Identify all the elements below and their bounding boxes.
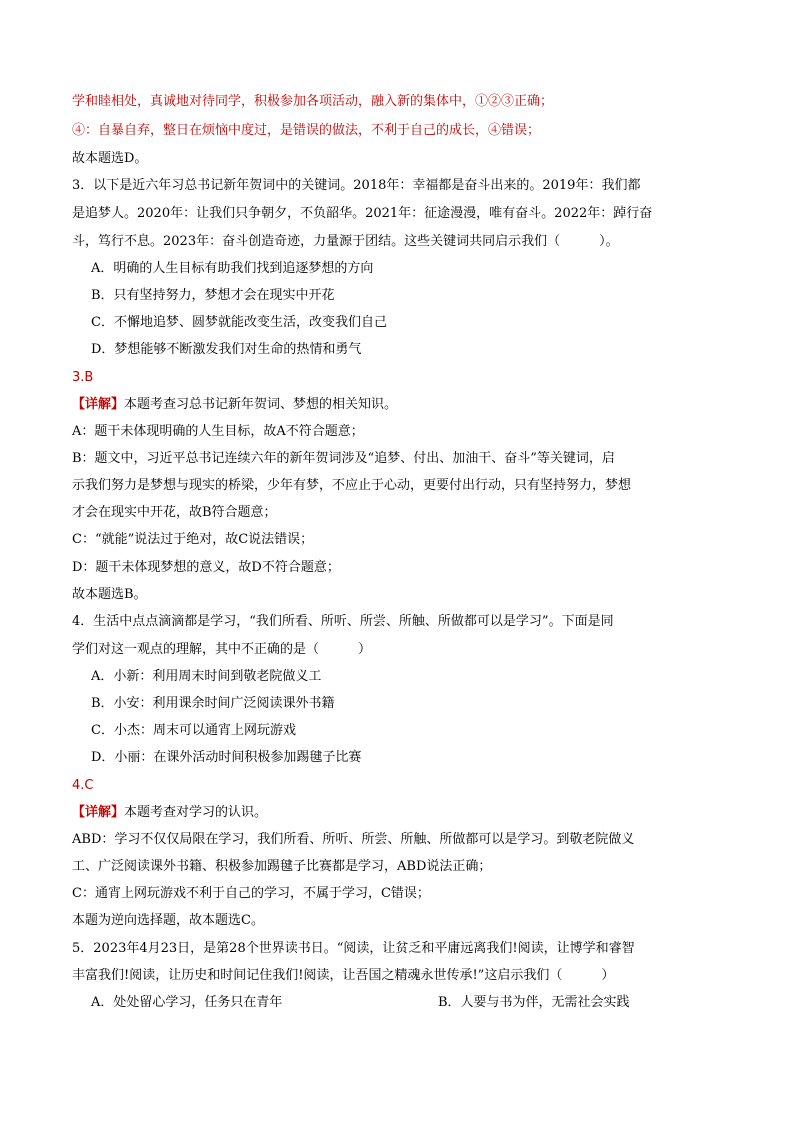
question-4-option-b: B．小安：利用课余时间广泛阅读课外书籍: [91, 696, 335, 711]
question-3-stem: 3．以下是近六年习总书记新年贺词中的关键词。2018年：幸福都是奋斗出来的。2019年：我们都: [72, 178, 641, 193]
question-3-stem: 斗，笃行不息。2023年：奋斗创造奇迹，力量源于团结。这些关键词共同启示我们（ ）。: [72, 234, 619, 249]
explanation-line: C：通宵上网玩游戏不利于自己的学习，不属于学习，C错误；: [72, 886, 430, 901]
question-3-stem: 是追梦人。2020年：让我们只争朝夕，不负韶华。2021年：征途漫漫，唯有奋斗。2022年：踔行奋: [72, 206, 653, 221]
explanation-text: 本题考查对学习的认识。: [124, 805, 268, 820]
detail-tag: 【详解】: [72, 805, 125, 820]
question-3-option-c: C．不懈地追梦、圆梦就能改变生活，改变我们自己: [91, 315, 387, 330]
answer-3: 3.B: [72, 370, 94, 385]
explanation-line: B：题文中，习近平总书记连续六年的新年贺词涉及“追梦、付出、加油干、奋斗”等关键词，启: [72, 451, 615, 466]
question-5-stem: 5．2023年4月23日，是第28个世界读书日。“阅读，让贫乏和平庸远离我们!阅读，让博学和睿智: [72, 941, 635, 956]
question-3-option-b: B．只有坚持努力，梦想才会在现实中开花: [91, 288, 335, 303]
text-line: ④：自暴自弃，整日在烦恼中度过，是错误的做法，不利于自己的成长，④错误；: [72, 123, 541, 138]
detail-tag: 【详解】: [72, 397, 125, 412]
question-5-option-b: B．人要与书为伴，无需社会实践: [438, 995, 630, 1010]
explanation-line: 本题为逆向选择题，故本题选C。: [72, 913, 264, 928]
question-5-options-row: [91, 994, 741, 1012]
explanation-line: C：“就能”说法过于绝对，故C说法错误；: [72, 532, 314, 547]
question-4-option-c: C．小杰：周末可以通宵上网玩游戏: [91, 723, 296, 738]
explanation-line: 示我们努力是梦想与现实的桥梁，少年有梦，不应止于心动，更要付出行动，只有坚持努力，梦想: [72, 478, 632, 493]
question-4-stem: 学们对这一观点的理解，其中不正确的是（ ）: [72, 642, 372, 657]
question-5-option-a: A．处处留心学习，任务只在青年: [91, 995, 283, 1010]
explanation-line: 才会在现实中开花，故B符合题意；: [72, 505, 277, 520]
answer-4: 4.C: [72, 778, 94, 793]
question-3-option-a: A．明确的人生目标有助我们找到追逐梦想的方向: [91, 261, 374, 276]
question-4-stem: 4．生活中点点滴滴都是学习，“我们所看、所听、所尝、所触、所做都可以是学习”。下面是同: [72, 614, 614, 629]
explanation-line: 故本题选B。: [72, 587, 147, 602]
question-4-option-d: D．小丽：在课外活动时间积极参加踢毽子比赛: [91, 750, 362, 765]
explanation-line: [72, 396, 722, 414]
explanation-line: 工、广泛阅读课外书籍、积极参加踢毽子比赛都是学习，ABD说法正确；: [72, 859, 492, 874]
explanation-line: A：题干未体现明确的人生目标，故A不符合题意；: [72, 424, 364, 439]
text-line: 学和睦相处，真诚地对待同学，积极参加各项活动，融入新的集体中，①②③正确；: [72, 94, 554, 109]
text-line: 故本题选D。: [72, 151, 148, 166]
explanation-text: 本题考查习总书记新年贺词、梦想的相关知识。: [124, 397, 398, 412]
explanation-line: D：题干未体现梦想的意义，故D不符合题意；: [72, 560, 340, 575]
explanation-line: ABD：学习不仅仅局限在学习，我们所看、所听、所尝、所触、所做都可以是学习。到敬老院做义: [72, 832, 635, 847]
question-3-option-d: D．梦想能够不断激发我们对生命的热情和勇气: [91, 342, 362, 357]
question-4-option-a: A．小新：利用周末时间到敬老院做义工: [91, 669, 322, 684]
explanation-line: [72, 804, 722, 822]
question-5-stem: 丰富我们!阅读，让历史和时间记住我们!阅读，让吾国之精魂永世传承!”这启示我们（ ）: [72, 968, 615, 983]
